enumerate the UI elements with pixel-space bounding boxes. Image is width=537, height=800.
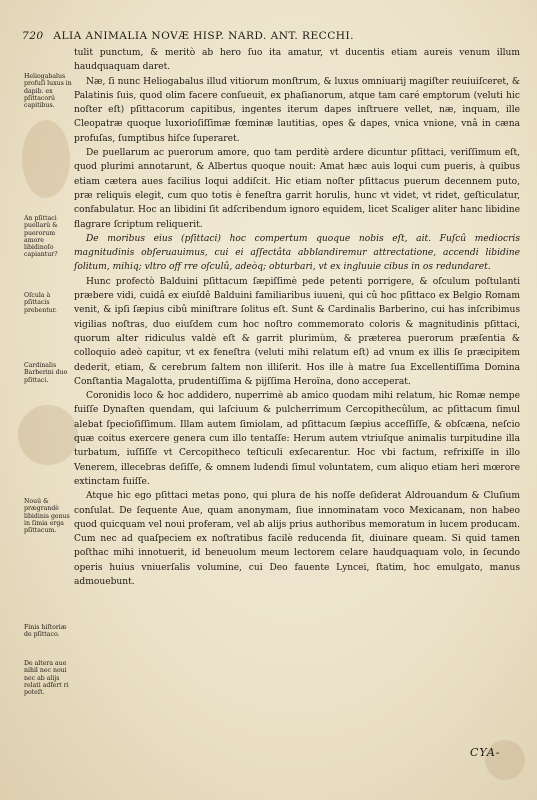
- margin-note: Heliogabalus profuſi luxus in dapib. ex pſittacorû capitibus.: [24, 73, 72, 110]
- running-title: ALIA ANIMALIA NOVÆ HISP. NARD. ANT. RECCHI.: [53, 30, 354, 42]
- margin-note: Finis hiſtoriæ de pſittaco.: [24, 624, 67, 639]
- paragraph: Coronidis loco & hoc addidero, nuperrimè ab amico quodam mihi relatum, hic Romæ nempe fuiſſe Dynaſten quendam, qui laſciuum & pulcherrimum Cercopithecûlum, ac pſittacum ſimul alebat ſpecioſiſſimum. Illam autem ſimiolam, ad pſittacum ſæpius acceſſiſſe, & obſcæna, neſcio quæ coitus exercere genera cum illo tentaſſe: Herum autem vtriuſque animalis turpitudine illa turbatum, iuſſiſſe vt Cercopitheco teſticuli exſecarentur. Hoc vbi factum, refrixiſſe in illo Venerem, illecebras deſiſſe, & omnem ludendi ſimul voluntatem, cum aliquo etiam heri mœrore extinctam fuiſſe.: [74, 391, 520, 487]
- quotation-paragraph: De moribus eius (pſittaci) hoc compertum quoque nobis eſt, ait. Fuſcû mediocris magnitudinis obſeruauimus, cui ei aſſectâta abblandiremur attrectatione, accendi libidine ſolitum, mihiq; vltro off rre oſculû, adeòq; obturbari, vt ex ingluuie cibus in os redundaret.: [74, 233, 520, 273]
- paragraph: Næ, ſi nunc Heliogabalus illud vitiorum monſtrum, & luxus omniuarij magiſter reuiuiſceret, & Palatinis ſuis, quod olim facere conſueuit, ex phaſianorum, atque tam caré emptorum (veluti hic noſter eſt) pſittacorum capitibus, ingentes iterum dapes inſtruere vellet, næ, inquam, ille Cleopatræ quoque luxorioſiſſimæ fœminæ lautitias, opes & dapes, vnica vnione, vnâ in cæna profuſas, ſumptibus hiſce ſuperaret.: [74, 76, 520, 144]
- margin-note: An pſittaci puellarû & puerorum amore libidinoſo capiantur?: [24, 215, 58, 259]
- foxing-stain: [18, 405, 78, 465]
- margin-note: Cardinalis Barberini duo pſittaci.: [24, 362, 68, 384]
- paragraph: tulit punctum, & meritò ab hero ſuo ita amatur, vt ducentis etiam aureis venum illum haudquaquam daret.: [74, 48, 520, 73]
- margin-note: Nouû & prægrandè libidinis genus in ſimia erga pſittacum.: [24, 498, 70, 535]
- running-header: [22, 30, 527, 42]
- catchword: CYA-: [470, 746, 501, 759]
- main-text: [74, 46, 520, 589]
- paragraph: Atque hic ego pſittaci metas pono, qui plura de his noſſe deſiderat Aldrouandum & Cluſium conſulat. De ſequente Aue, quam anonymam, ſiue innominatam voco Mexicanam, non habeo quod quicquam vel noui proferam, vel ab alijs prius authoribus memoratum in lucem producam. Cum nec ad quaſpeciem ex noſtratibus facilè reducenda ſit, diuinare queam. Si quid tamen poſthac mihi innotuerit, id beneuolum meum lectorem celare haudquaquam volo, in ſecundo operis huius vniuerſalis volumine, cui Deo fauente Lyncei, ſtatim, hoc emulgato, manus admouebunt.: [74, 491, 520, 587]
- paragraph: De puellarum ac puerorum amore, quo tam perditè ardere dicuntur pſittaci, veriſſimum eſt, quod plurimi annotarunt, & Albertus quoque nouit: Amat hæc auis loqui cum pueris, à quibus etiam cætera aues facilius loqui addiſcit. Hic etiam noſter pſittacus puerum decennem puto, præ reliquis elegit, cum quo totis è feneſtra garrit horulis, hunc vt videt, vt ridet, geſticulatur, confabulatur. Hoc an libidini ſit adſcribendum ignoro equidem, licet Scaliger aliter hanc libidine flagrare ſcriptum reliquerit.: [74, 148, 520, 230]
- page-number: 720: [22, 30, 44, 42]
- paragraph: Hunc profectò Balduini pſittacum ſæpiſſimè pede petenti porrigere, & oſculum poſtulanti præbere vidi, cuidâ ex eiuſdê Balduini familiaribus iuueni, qui cû hoc pſittaco ex Belgio Romam venit, & ipſi ſæpius cibû miniſtrare ſolitus eſt. Sunt & Cardinalis Barberino, cui has inſcribimus vigilias noſtras, duo eiuſdem cum hoc noſtro commemorato coloris & magnitudinis pſittaci, quorum alter ridiculus valdè eſt & garrit plurimùm, & præterea puerorum præſentia & colloquio adeò capitur, vt ex feneſtra (veluti mihi relatum eſt) ad vnum ex illis ſe præcipitem dederit, etiam, & cerebrum ſaltem non illiſerit. Hos ille à matre ſua Excellentiſſima Domina Conſtantia Magalotta, prudentiſſima & pijſſima Heroïna, dono acceperat.: [74, 276, 520, 387]
- margin-note: Oſcula à pſittacis prebentur.: [24, 292, 57, 314]
- foxing-stain: [22, 120, 70, 198]
- margin-note: De altera aue nihil nec noui nec ab alijs relati adfert ri poteſt.: [24, 660, 69, 697]
